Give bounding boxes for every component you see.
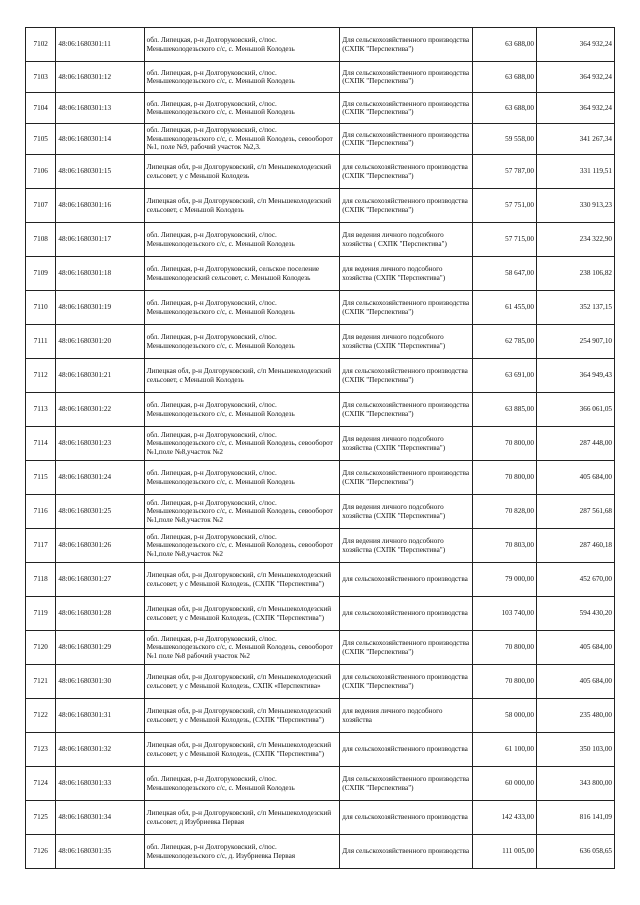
plot-number-cell: 7126 [26, 835, 56, 869]
cadastral-value-cell: 254 907,10 [536, 325, 614, 359]
address-cell: обл. Липецкая, р-н Долгоруковский, с/пос. Меньшеколодезьского с/с, с. Меньшой Колодезь [144, 223, 340, 257]
cadastral-value-cell: 287 561,68 [536, 495, 614, 529]
address-cell: Липецкая обл, р-н Долгоруковский, с/п Меньшеколодезский сельсовет, у с Меньшой Колодезь, (СХПК "Перспектива") [144, 563, 340, 597]
permitted-use-cell: для сельскохозяйственного производства [340, 563, 473, 597]
cadastral-number-cell: 48:06:1680301:26 [56, 529, 144, 563]
plot-number-cell: 7109 [26, 257, 56, 291]
cadastral-number-cell: 48:06:1680301:17 [56, 223, 144, 257]
permitted-use-cell: для сельскохозяйственного производства (СХПК "Перспектива") [340, 189, 473, 223]
area-cell: 70 800,00 [473, 461, 537, 495]
area-cell: 70 800,00 [473, 427, 537, 461]
plot-number-cell: 7107 [26, 189, 56, 223]
cadastral-number-cell: 48:06:1680301:34 [56, 801, 144, 835]
cadastral-number-cell: 48:06:1680301:32 [56, 733, 144, 767]
plot-number-cell: 7113 [26, 393, 56, 427]
area-cell: 103 740,00 [473, 597, 537, 631]
cadastral-value-cell: 364 932,24 [536, 62, 614, 93]
cadastral-number-cell: 48:06:1680301:20 [56, 325, 144, 359]
address-cell: Липецкая обл, р-н Долгоруковский, с/п Меньшеколодезский сельсовет, у с Меньшой Колодезь, (СХПК "Перспектива") [144, 597, 340, 631]
plot-number-cell: 7116 [26, 495, 56, 529]
plot-number-cell: 7114 [26, 427, 56, 461]
permitted-use-cell: Для ведения личного подсобного хозяйства (СХПК "Перспектива") [340, 529, 473, 563]
permitted-use-cell: для сельскохозяйственного производства (СХПК "Перспектива") [340, 359, 473, 393]
address-cell: Липецкая обл, р-н Долгоруковский, с/п Меньшеколодезский сельсовет, с Меньшой Колодезь [144, 189, 340, 223]
address-cell: Липецкая обл, р-н Долгоруковский, с/п Меньшеколодезский сельсовет, у с Меньшой Колодезь, СХПК «Перспектива» [144, 665, 340, 699]
cadastral-value-cell: 234 322,90 [536, 223, 614, 257]
plot-number-cell: 7112 [26, 359, 56, 393]
cadastral-value-cell: 364 932,24 [536, 93, 614, 124]
area-cell: 79 000,00 [473, 563, 537, 597]
area-cell: 70 828,00 [473, 495, 537, 529]
permitted-use-cell: Для сельскохозяйственного производства (СХПК "Перспектива") [340, 631, 473, 665]
address-cell: обл. Липецкая, р-н Долгоруковский, с/пос. Меньшеколодезьского с/с, с. Меньшой Колодезь, севооборот №1 поле №8 рабочий участок №2 [144, 631, 340, 665]
area-cell: 63 688,00 [473, 62, 537, 93]
cadastral-value-cell: 452 670,00 [536, 563, 614, 597]
address-cell: обл. Липецкая, р-н Долгоруковский, с/пос. Меньшеколодезьского с/с, с. Меньшой Колодезь, севооборот №1,поле №8,участок №2 [144, 427, 340, 461]
table-row [26, 325, 615, 359]
permitted-use-cell: Для сельскохозяйственного производства (СХПК "Перспектива") [340, 767, 473, 801]
table-row [26, 665, 615, 699]
table-row [26, 257, 615, 291]
table-row [26, 461, 615, 495]
cadastral-number-cell: 48:06:1680301:25 [56, 495, 144, 529]
area-cell: 63 688,00 [473, 93, 537, 124]
plot-number-cell: 7120 [26, 631, 56, 665]
area-cell: 142 433,00 [473, 801, 537, 835]
address-cell: Липецкая обл, р-н Долгоруковский, с/п Меньшеколодезский сельсовет, д Изубриевка Первая [144, 801, 340, 835]
plot-number-cell: 7121 [26, 665, 56, 699]
cadastral-number-cell: 48:06:1680301:29 [56, 631, 144, 665]
permitted-use-cell: Для сельскохозяйственного производства [340, 835, 473, 869]
address-cell: обл. Липецкая, р-н Долгоруковский, с/пос. Меньшеколодезьского с/с, с. Меньшой Колодезь [144, 461, 340, 495]
area-cell: 63 885,00 [473, 393, 537, 427]
cadastral-number-cell: 48:06:1680301:18 [56, 257, 144, 291]
plot-number-cell: 7103 [26, 62, 56, 93]
table-row [26, 359, 615, 393]
cadastral-number-cell: 48:06:1680301:11 [56, 28, 144, 62]
land-plots-table [25, 27, 615, 869]
table-row [26, 62, 615, 93]
table-row [26, 427, 615, 461]
address-cell: обл. Липецкая, р-н Долгоруковский, с/пос. Меньшеколодезьского с/с, с. Меньшой Колодезь [144, 767, 340, 801]
plot-number-cell: 7125 [26, 801, 56, 835]
plot-number-cell: 7122 [26, 699, 56, 733]
plot-number-cell: 7105 [26, 124, 56, 155]
address-cell: обл. Липецкая, р-н Долгоруковский, с/пос. Меньшеколодезьского с/с, с. Меньшой Колодезь [144, 28, 340, 62]
cadastral-value-cell: 235 480,00 [536, 699, 614, 733]
address-cell: Липецкая обл, р-н Долгоруковский, с/п Меньшеколодезский сельсовет, у с Меньшой Колодезь, (СХПК "Перспектива") [144, 733, 340, 767]
cadastral-number-cell: 48:06:1680301:27 [56, 563, 144, 597]
table-row [26, 733, 615, 767]
cadastral-value-cell: 330 913,23 [536, 189, 614, 223]
cadastral-number-cell: 48:06:1680301:19 [56, 291, 144, 325]
cadastral-value-cell: 343 800,00 [536, 767, 614, 801]
cadastral-value-cell: 287 448,00 [536, 427, 614, 461]
plot-number-cell: 7111 [26, 325, 56, 359]
address-cell: обл. Липецкая, р-н Долгоруковский, с/пос. Меньшеколодезьского с/с, с. Меньшой Колодезь [144, 62, 340, 93]
cadastral-value-cell: 636 058,65 [536, 835, 614, 869]
table-row [26, 767, 615, 801]
address-cell: обл. Липецкая, р-н Долгоруковский, с/пос. Меньшеколодезьского с/с, с. Меньшой Колодезь [144, 325, 340, 359]
plot-number-cell: 7124 [26, 767, 56, 801]
area-cell: 60 000,00 [473, 767, 537, 801]
area-cell: 63 688,00 [473, 28, 537, 62]
permitted-use-cell: Для ведения личного подсобного хозяйства (СХПК "Перспектива") [340, 325, 473, 359]
address-cell: Липецкая обл, р-н Долгоруковский, с/п Меньшеколодезский сельсовет, у с Меньшой Колодезь [144, 155, 340, 189]
plot-number-cell: 7123 [26, 733, 56, 767]
area-cell: 58 000,00 [473, 699, 537, 733]
table-row [26, 631, 615, 665]
cadastral-number-cell: 48:06:1680301:15 [56, 155, 144, 189]
cadastral-number-cell: 48:06:1680301:13 [56, 93, 144, 124]
permitted-use-cell: для сельскохозяйственного производства (СХПК "Перспектива") [340, 665, 473, 699]
address-cell: обл. Липецкая, р-н Долгоруковский, с/пос. Меньшеколодезьского с/с, с. Меньшой Колодезь, севооборот №1,поле №8,участок №2 [144, 529, 340, 563]
cadastral-number-cell: 48:06:1680301:12 [56, 62, 144, 93]
permitted-use-cell: Для сельскохозяйственного производства (СХПК "Перспектива") [340, 124, 473, 155]
table-row [26, 28, 615, 62]
table-row [26, 124, 615, 155]
cadastral-number-cell: 48:06:1680301:28 [56, 597, 144, 631]
land-plots-table-body [26, 28, 615, 869]
table-row [26, 835, 615, 869]
area-cell: 111 005,00 [473, 835, 537, 869]
table-row [26, 801, 615, 835]
area-cell: 58 647,00 [473, 257, 537, 291]
table-row [26, 155, 615, 189]
area-cell: 63 691,00 [473, 359, 537, 393]
cadastral-value-cell: 405 684,00 [536, 631, 614, 665]
table-row [26, 291, 615, 325]
permitted-use-cell: Для сельскохозяйственного производства (СХПК "Перспектива") [340, 461, 473, 495]
cadastral-number-cell: 48:06:1680301:30 [56, 665, 144, 699]
cadastral-value-cell: 366 061,05 [536, 393, 614, 427]
plot-number-cell: 7108 [26, 223, 56, 257]
area-cell: 61 455,00 [473, 291, 537, 325]
area-cell: 57 751,00 [473, 189, 537, 223]
cadastral-value-cell: 405 684,00 [536, 461, 614, 495]
address-cell: обл. Липецкая, р-н Долгоруковский, сельское поселение Меньшеколодезский сельсовет, с. Меньшой Колодезь [144, 257, 340, 291]
area-cell: 70 800,00 [473, 631, 537, 665]
permitted-use-cell: Для сельскохозяйственного производства (СХПК "Перспектива") [340, 291, 473, 325]
permitted-use-cell: Для сельскохозяйственного производства (СХПК "Перспектива") [340, 28, 473, 62]
cadastral-value-cell: 350 103,00 [536, 733, 614, 767]
cadastral-value-cell: 364 932,24 [536, 28, 614, 62]
table-row [26, 597, 615, 631]
cadastral-number-cell: 48:06:1680301:22 [56, 393, 144, 427]
address-cell: обл. Липецкая, р-н Долгоруковский, с/пос. Меньшеколодезьского с/с, д. Изубриевка Первая [144, 835, 340, 869]
address-cell: обл. Липецкая, р-н Долгоруковский, с/пос. Меньшеколодезьского с/с, с. Меньшой Колодезь [144, 291, 340, 325]
area-cell: 70 800,00 [473, 665, 537, 699]
cadastral-value-cell: 238 106,82 [536, 257, 614, 291]
cadastral-value-cell: 816 141,09 [536, 801, 614, 835]
area-cell: 61 100,00 [473, 733, 537, 767]
cadastral-value-cell: 364 949,43 [536, 359, 614, 393]
plot-number-cell: 7118 [26, 563, 56, 597]
permitted-use-cell: для сельскохозяйственного производства [340, 801, 473, 835]
table-row [26, 699, 615, 733]
table-row [26, 393, 615, 427]
permitted-use-cell: Для ведения личного подсобного хозяйства ( СХПК "Перспектива") [340, 223, 473, 257]
table-row [26, 223, 615, 257]
cadastral-value-cell: 405 684,00 [536, 665, 614, 699]
permitted-use-cell: Для ведения личного подсобного хозяйства (СХПК "Перспектива") [340, 495, 473, 529]
permitted-use-cell: для сельскохозяйственного производства [340, 597, 473, 631]
plot-number-cell: 7119 [26, 597, 56, 631]
permitted-use-cell: для ведения личного подсобного хозяйства [340, 699, 473, 733]
table-row [26, 529, 615, 563]
cadastral-value-cell: 331 119,51 [536, 155, 614, 189]
permitted-use-cell: Для сельскохозяйственного производства (СХПК "Перспектива") [340, 93, 473, 124]
plot-number-cell: 7115 [26, 461, 56, 495]
cadastral-number-cell: 48:06:1680301:14 [56, 124, 144, 155]
permitted-use-cell: для ведения личного подсобного хозяйства (СХПК "Перспектива") [340, 257, 473, 291]
table-row [26, 93, 615, 124]
cadastral-number-cell: 48:06:1680301:24 [56, 461, 144, 495]
plot-number-cell: 7110 [26, 291, 56, 325]
table-row [26, 563, 615, 597]
address-cell: обл. Липецкая, р-н Долгоруковский, с/пос. Меньшеколодезьского с/с, с. Меньшой Колодезь [144, 93, 340, 124]
permitted-use-cell: Для сельскохозяйственного производства (СХПК "Перспектива") [340, 62, 473, 93]
permitted-use-cell: для сельскохозяйственного производства [340, 733, 473, 767]
permitted-use-cell: Для сельскохозяйственного производства (СХПК "Перспектива") [340, 393, 473, 427]
address-cell: обл. Липецкая, р-н Долгоруковский, с/пос. Меньшеколодезьского с/с, с. Меньшой Колодезь, севооборот №1, поле №9, рабочий участок №2,3. [144, 124, 340, 155]
cadastral-number-cell: 48:06:1680301:33 [56, 767, 144, 801]
plot-number-cell: 7102 [26, 28, 56, 62]
cadastral-value-cell: 594 430,20 [536, 597, 614, 631]
cadastral-number-cell: 48:06:1680301:23 [56, 427, 144, 461]
cadastral-number-cell: 48:06:1680301:31 [56, 699, 144, 733]
address-cell: обл. Липецкая, р-н Долгоруковский, с/пос. Меньшеколодезьского с/с, с. Меньшой Колодезь [144, 393, 340, 427]
area-cell: 57 787,00 [473, 155, 537, 189]
plot-number-cell: 7117 [26, 529, 56, 563]
permitted-use-cell: для сельскохозяйственного производства (СХПК "Перспектива") [340, 155, 473, 189]
area-cell: 70 803,00 [473, 529, 537, 563]
cadastral-number-cell: 48:06:1680301:21 [56, 359, 144, 393]
permitted-use-cell: Для ведения личного подсобного хозяйства (СХПК "Перспектива") [340, 427, 473, 461]
address-cell: Липецкая обл, р-н Долгоруковский, с/п Меньшеколодезский сельсовет, у с Меньшой Колодезь, (СХПК "Перспектива") [144, 699, 340, 733]
table-row [26, 189, 615, 223]
cadastral-value-cell: 341 267,34 [536, 124, 614, 155]
address-cell: Липецкая обл, р-н Долгоруковский, с/п Меньшеколодезский сельсовет, с Меньшой Колодезь [144, 359, 340, 393]
cadastral-number-cell: 48:06:1680301:16 [56, 189, 144, 223]
cadastral-number-cell: 48:06:1680301:35 [56, 835, 144, 869]
area-cell: 57 715,00 [473, 223, 537, 257]
cadastral-value-cell: 287 460,18 [536, 529, 614, 563]
area-cell: 59 558,00 [473, 124, 537, 155]
plot-number-cell: 7106 [26, 155, 56, 189]
cadastral-value-cell: 352 137,15 [536, 291, 614, 325]
plot-number-cell: 7104 [26, 93, 56, 124]
table-row [26, 495, 615, 529]
address-cell: обл. Липецкая, р-н Долгоруковский, с/пос. Меньшеколодезьского с/с, с. Меньшой Колодезь, севооборот №1,поле №8,участок №2 [144, 495, 340, 529]
area-cell: 62 785,00 [473, 325, 537, 359]
